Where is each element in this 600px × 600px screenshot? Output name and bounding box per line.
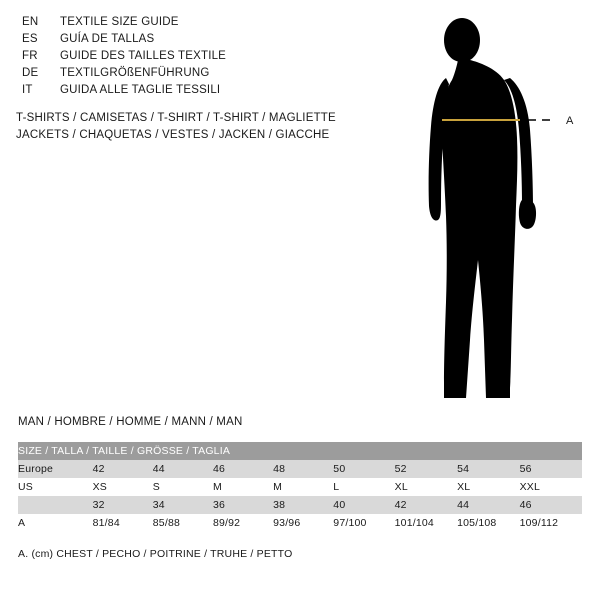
table-row xyxy=(18,514,582,532)
table-cell: L xyxy=(333,478,394,496)
table-title: MAN / HOMBRE / HOMME / MANN / MAN xyxy=(18,416,243,428)
language-code: ES xyxy=(22,33,38,45)
footnote: A. (cm) CHEST / PECHO / POITRINE / TRUHE / PETTO xyxy=(18,548,293,560)
table-cell: 109/112 xyxy=(520,514,582,532)
table-cell: 44 xyxy=(457,496,519,514)
table-cell: 48 xyxy=(273,460,333,478)
category-list xyxy=(16,110,416,144)
table-cell: 36 xyxy=(213,496,273,514)
table-cell: 46 xyxy=(520,496,582,514)
category-line-tshirts: T-SHIRTS / CAMISETAS / T-SHIRT / T-SHIRT / MAGLIETTE xyxy=(16,112,336,124)
language-text: TEXTILE SIZE GUIDE xyxy=(60,16,179,28)
table-cell: 46 xyxy=(213,460,273,478)
language-row xyxy=(22,84,382,101)
row-label: A xyxy=(18,514,93,532)
table-cell: 105/108 xyxy=(457,514,519,532)
table-cell: 93/96 xyxy=(273,514,333,532)
table-cell: 81/84 xyxy=(93,514,153,532)
row-label: US xyxy=(18,478,93,496)
table-cell: M xyxy=(213,478,273,496)
language-text: GUIDE DES TAILLES TEXTILE xyxy=(60,50,227,62)
table-cell: 101/104 xyxy=(395,514,457,532)
table-cell: XXL xyxy=(520,478,582,496)
table-cell: 34 xyxy=(153,496,213,514)
table-cell: 42 xyxy=(93,460,153,478)
language-list xyxy=(22,16,382,101)
table-cell: 52 xyxy=(395,460,457,478)
chest-measure-label: A xyxy=(566,115,574,127)
language-code: FR xyxy=(22,50,38,62)
language-code: EN xyxy=(22,16,39,28)
table-header-label: SIZE / TALLA / TAILLE / GRÖSSE / TAGLIA xyxy=(18,442,582,460)
row-label xyxy=(18,496,93,514)
language-text: GUIDA ALLE TAGLIE TESSILI xyxy=(60,84,221,96)
figure-illustration xyxy=(400,10,600,410)
table-cell: 38 xyxy=(273,496,333,514)
table-cell: 42 xyxy=(395,496,457,514)
language-code: IT xyxy=(22,84,33,96)
table-row xyxy=(18,478,582,496)
table-cell: 32 xyxy=(93,496,153,514)
table-cell: 89/92 xyxy=(213,514,273,532)
table-cell: 56 xyxy=(520,460,582,478)
table-cell: S xyxy=(153,478,213,496)
table-row-header xyxy=(18,442,582,460)
table-cell: XL xyxy=(395,478,457,496)
table-cell: XS xyxy=(93,478,153,496)
table-cell: 50 xyxy=(333,460,394,478)
row-label: Europe xyxy=(18,460,93,478)
table-cell: 97/100 xyxy=(333,514,394,532)
table-cell: XL xyxy=(457,478,519,496)
man-silhouette-icon xyxy=(400,10,600,410)
table-cell: 54 xyxy=(457,460,519,478)
language-row xyxy=(22,16,382,33)
language-row xyxy=(22,33,382,50)
language-code: DE xyxy=(22,67,39,79)
table-cell: 44 xyxy=(153,460,213,478)
table-cell: 85/88 xyxy=(153,514,213,532)
language-text: TEXTILGRÖßENFÜHRUNG xyxy=(60,67,210,79)
table-cell: M xyxy=(273,478,333,496)
language-row xyxy=(22,67,382,84)
category-line-jackets: JACKETS / CHAQUETAS / VESTES / JACKEN / GIACCHE xyxy=(16,129,330,141)
table-cell: 40 xyxy=(333,496,394,514)
table-row xyxy=(18,460,582,478)
language-text: GUÍA DE TALLAS xyxy=(60,33,155,45)
table-row xyxy=(18,496,582,514)
size-table xyxy=(18,442,582,532)
language-row xyxy=(22,50,382,67)
